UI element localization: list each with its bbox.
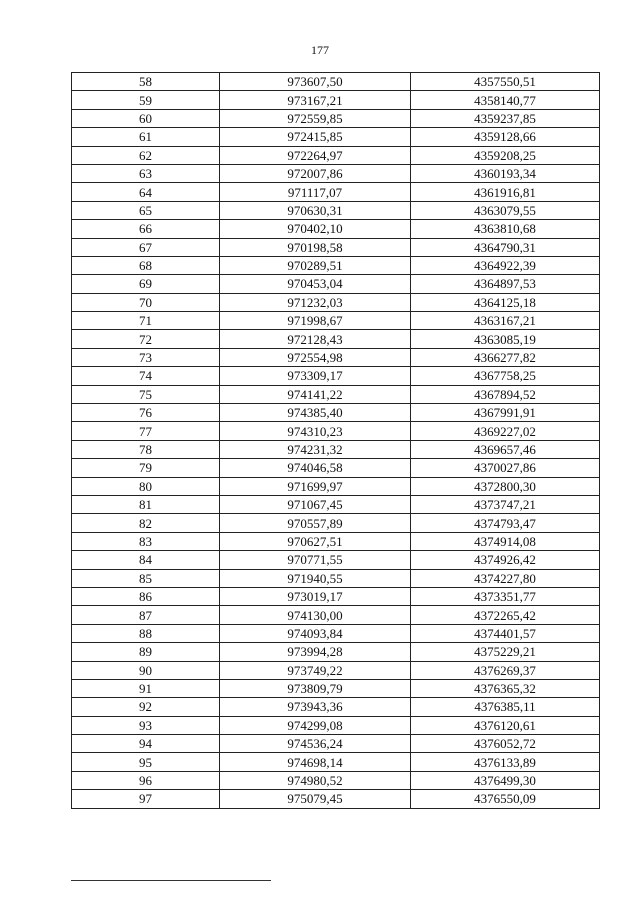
y-coordinate-cell: 4364897,53 <box>411 275 600 293</box>
x-coordinate-cell: 973749,22 <box>220 661 411 679</box>
point-number-cell: 80 <box>72 477 220 495</box>
y-coordinate-cell: 4363810,68 <box>411 220 600 238</box>
x-coordinate-cell: 970198,58 <box>220 238 411 256</box>
y-coordinate-cell: 4375229,21 <box>411 643 600 661</box>
x-coordinate-cell: 971940,55 <box>220 569 411 587</box>
x-coordinate-cell: 974698,14 <box>220 753 411 771</box>
x-coordinate-cell: 970630,31 <box>220 201 411 219</box>
x-coordinate-cell: 972559,85 <box>220 109 411 127</box>
point-number-cell: 91 <box>72 679 220 697</box>
point-number-cell: 59 <box>72 91 220 109</box>
x-coordinate-cell: 974980,52 <box>220 771 411 789</box>
point-number-cell: 97 <box>72 790 220 808</box>
point-number-cell: 81 <box>72 495 220 513</box>
x-coordinate-cell: 970771,55 <box>220 551 411 569</box>
y-coordinate-cell: 4376550,09 <box>411 790 600 808</box>
x-coordinate-cell: 971699,97 <box>220 477 411 495</box>
table-row <box>72 275 600 293</box>
table-row <box>72 459 600 477</box>
table-row <box>72 551 600 569</box>
coordinates-table <box>71 72 600 809</box>
x-coordinate-cell: 972554,98 <box>220 348 411 366</box>
table-row <box>72 348 600 366</box>
point-number-cell: 58 <box>72 73 220 91</box>
table-row <box>72 643 600 661</box>
point-number-cell: 69 <box>72 275 220 293</box>
table-row <box>72 495 600 513</box>
table-row <box>72 771 600 789</box>
y-coordinate-cell: 4363167,21 <box>411 312 600 330</box>
point-number-cell: 72 <box>72 330 220 348</box>
y-coordinate-cell: 4374793,47 <box>411 514 600 532</box>
y-coordinate-cell: 4366277,82 <box>411 348 600 366</box>
table-row <box>72 587 600 605</box>
point-number-cell: 71 <box>72 312 220 330</box>
x-coordinate-cell: 971117,07 <box>220 183 411 201</box>
table-row <box>72 606 600 624</box>
table-row <box>72 422 600 440</box>
y-coordinate-cell: 4367894,52 <box>411 385 600 403</box>
x-coordinate-cell: 970557,89 <box>220 514 411 532</box>
y-coordinate-cell: 4372265,42 <box>411 606 600 624</box>
x-coordinate-cell: 973167,21 <box>220 91 411 109</box>
point-number-cell: 96 <box>72 771 220 789</box>
x-coordinate-cell: 974310,23 <box>220 422 411 440</box>
table-row <box>72 164 600 182</box>
point-number-cell: 86 <box>72 587 220 605</box>
point-number-cell: 60 <box>72 109 220 127</box>
table-row <box>72 661 600 679</box>
table-row <box>72 716 600 734</box>
table-row <box>72 91 600 109</box>
table-row <box>72 220 600 238</box>
y-coordinate-cell: 4357550,51 <box>411 73 600 91</box>
x-coordinate-cell: 973994,28 <box>220 643 411 661</box>
point-number-cell: 90 <box>72 661 220 679</box>
table-row <box>72 385 600 403</box>
x-coordinate-cell: 973019,17 <box>220 587 411 605</box>
y-coordinate-cell: 4376365,32 <box>411 679 600 697</box>
x-coordinate-cell: 972007,86 <box>220 164 411 182</box>
point-number-cell: 82 <box>72 514 220 532</box>
point-number-cell: 79 <box>72 459 220 477</box>
y-coordinate-cell: 4358140,77 <box>411 91 600 109</box>
x-coordinate-cell: 974141,22 <box>220 385 411 403</box>
y-coordinate-cell: 4376133,89 <box>411 753 600 771</box>
table-row <box>72 477 600 495</box>
x-coordinate-cell: 971067,45 <box>220 495 411 513</box>
footnote-separator-line <box>71 880 271 881</box>
table-row <box>72 698 600 716</box>
y-coordinate-cell: 4367991,91 <box>411 404 600 422</box>
point-number-cell: 68 <box>72 256 220 274</box>
x-coordinate-cell: 973309,17 <box>220 367 411 385</box>
point-number-cell: 76 <box>72 404 220 422</box>
point-number-cell: 87 <box>72 606 220 624</box>
y-coordinate-cell: 4373351,77 <box>411 587 600 605</box>
y-coordinate-cell: 4373747,21 <box>411 495 600 513</box>
point-number-cell: 61 <box>72 128 220 146</box>
point-number-cell: 93 <box>72 716 220 734</box>
y-coordinate-cell: 4364790,31 <box>411 238 600 256</box>
point-number-cell: 66 <box>72 220 220 238</box>
x-coordinate-cell: 973809,79 <box>220 679 411 697</box>
y-coordinate-cell: 4359128,66 <box>411 128 600 146</box>
y-coordinate-cell: 4363079,55 <box>411 201 600 219</box>
table-row <box>72 146 600 164</box>
x-coordinate-cell: 974093,84 <box>220 624 411 642</box>
x-coordinate-cell: 970289,51 <box>220 256 411 274</box>
point-number-cell: 75 <box>72 385 220 403</box>
table-row <box>72 569 600 587</box>
y-coordinate-cell: 4372800,30 <box>411 477 600 495</box>
point-number-cell: 74 <box>72 367 220 385</box>
y-coordinate-cell: 4376120,61 <box>411 716 600 734</box>
table-row <box>72 753 600 771</box>
table-row <box>72 201 600 219</box>
y-coordinate-cell: 4374926,42 <box>411 551 600 569</box>
point-number-cell: 85 <box>72 569 220 587</box>
x-coordinate-cell: 971232,03 <box>220 293 411 311</box>
x-coordinate-cell: 972128,43 <box>220 330 411 348</box>
y-coordinate-cell: 4376385,11 <box>411 698 600 716</box>
point-number-cell: 64 <box>72 183 220 201</box>
point-number-cell: 73 <box>72 348 220 366</box>
table-row <box>72 109 600 127</box>
y-coordinate-cell: 4374401,57 <box>411 624 600 642</box>
table-row <box>72 440 600 458</box>
coordinates-table-body <box>72 73 600 809</box>
table-row <box>72 183 600 201</box>
table-row <box>72 128 600 146</box>
table-row <box>72 256 600 274</box>
x-coordinate-cell: 974231,32 <box>220 440 411 458</box>
table-row <box>72 330 600 348</box>
y-coordinate-cell: 4367758,25 <box>411 367 600 385</box>
x-coordinate-cell: 973607,50 <box>220 73 411 91</box>
point-number-cell: 67 <box>72 238 220 256</box>
table-row <box>72 404 600 422</box>
x-coordinate-cell: 973943,36 <box>220 698 411 716</box>
point-number-cell: 84 <box>72 551 220 569</box>
y-coordinate-cell: 4374914,08 <box>411 532 600 550</box>
x-coordinate-cell: 972264,97 <box>220 146 411 164</box>
point-number-cell: 94 <box>72 735 220 753</box>
y-coordinate-cell: 4359237,85 <box>411 109 600 127</box>
y-coordinate-cell: 4376269,37 <box>411 661 600 679</box>
point-number-cell: 92 <box>72 698 220 716</box>
y-coordinate-cell: 4369227,02 <box>411 422 600 440</box>
y-coordinate-cell: 4364125,18 <box>411 293 600 311</box>
y-coordinate-cell: 4359208,25 <box>411 146 600 164</box>
table-row <box>72 679 600 697</box>
point-number-cell: 89 <box>72 643 220 661</box>
x-coordinate-cell: 972415,85 <box>220 128 411 146</box>
x-coordinate-cell: 974385,40 <box>220 404 411 422</box>
table-row <box>72 367 600 385</box>
x-coordinate-cell: 970453,04 <box>220 275 411 293</box>
point-number-cell: 83 <box>72 532 220 550</box>
y-coordinate-cell: 4370027,86 <box>411 459 600 477</box>
point-number-cell: 63 <box>72 164 220 182</box>
table-row <box>72 73 600 91</box>
point-number-cell: 70 <box>72 293 220 311</box>
x-coordinate-cell: 971998,67 <box>220 312 411 330</box>
x-coordinate-cell: 970402,10 <box>220 220 411 238</box>
y-coordinate-cell: 4374227,80 <box>411 569 600 587</box>
point-number-cell: 77 <box>72 422 220 440</box>
point-number-cell: 65 <box>72 201 220 219</box>
point-number-cell: 78 <box>72 440 220 458</box>
y-coordinate-cell: 4361916,81 <box>411 183 600 201</box>
y-coordinate-cell: 4376052,72 <box>411 735 600 753</box>
table-row <box>72 293 600 311</box>
point-number-cell: 95 <box>72 753 220 771</box>
table-row <box>72 624 600 642</box>
y-coordinate-cell: 4360193,34 <box>411 164 600 182</box>
table-row <box>72 238 600 256</box>
x-coordinate-cell: 975079,45 <box>220 790 411 808</box>
page-number: 177 <box>311 43 329 57</box>
point-number-cell: 88 <box>72 624 220 642</box>
point-number-cell: 62 <box>72 146 220 164</box>
table-row <box>72 735 600 753</box>
table-row <box>72 790 600 808</box>
y-coordinate-cell: 4363085,19 <box>411 330 600 348</box>
x-coordinate-cell: 974536,24 <box>220 735 411 753</box>
x-coordinate-cell: 974046,58 <box>220 459 411 477</box>
table-row <box>72 514 600 532</box>
y-coordinate-cell: 4364922,39 <box>411 256 600 274</box>
x-coordinate-cell: 970627,51 <box>220 532 411 550</box>
table-row <box>72 312 600 330</box>
y-coordinate-cell: 4369657,46 <box>411 440 600 458</box>
x-coordinate-cell: 974299,08 <box>220 716 411 734</box>
x-coordinate-cell: 974130,00 <box>220 606 411 624</box>
y-coordinate-cell: 4376499,30 <box>411 771 600 789</box>
table-row <box>72 532 600 550</box>
